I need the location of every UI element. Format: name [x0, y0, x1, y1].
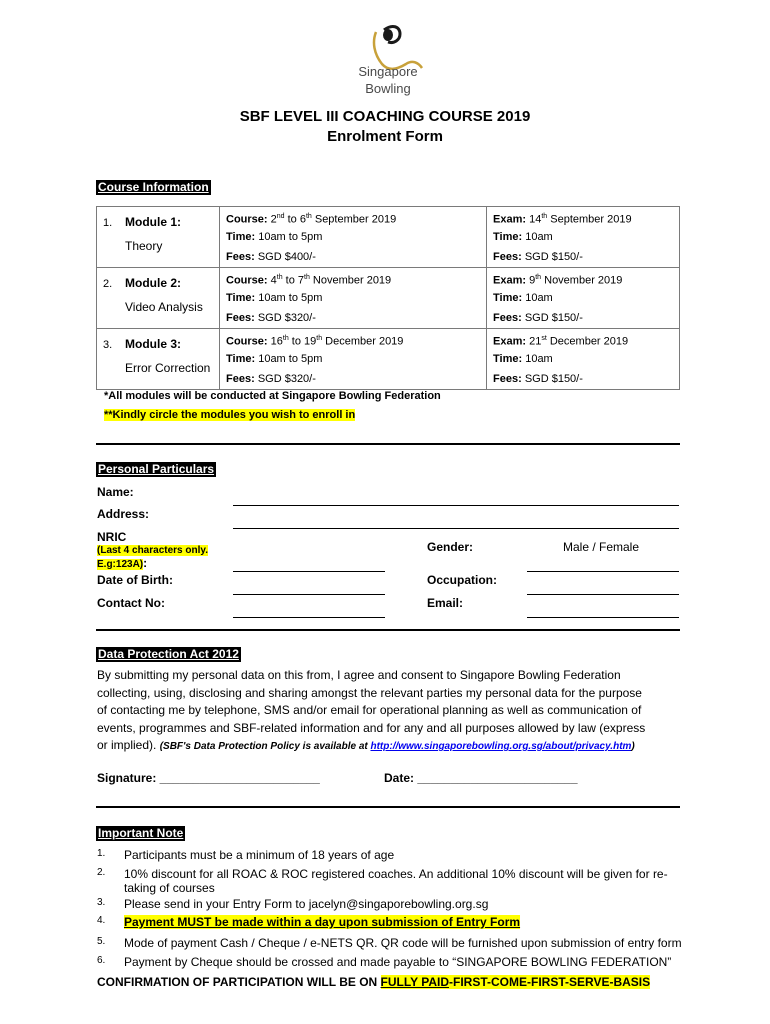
address-label: Address:	[97, 507, 150, 521]
exam-fees: Fees: SGD $150/-	[493, 312, 583, 324]
module-number: 3.	[103, 339, 113, 351]
policy-text: (SBF's Data Protection Policy is available at	[159, 741, 371, 752]
occupation-label: Occupation:	[427, 573, 498, 587]
venue-note: *All modules will be conducted at Singapore Bowling Federation	[104, 390, 441, 402]
exam-details-cell	[487, 268, 680, 329]
gender-options[interactable]: Male / Female	[563, 540, 640, 554]
confirmation-statement	[97, 975, 650, 989]
date-field[interactable]: Date: ________________________	[384, 771, 578, 785]
course-dates: Course: 2nd to 6th September 2019	[226, 213, 397, 226]
name-field[interactable]	[233, 505, 679, 506]
consent-line: or implied). (SBF's Data Protection Policy is available at http://www.singaporebowling.org.sg/about/privacy.htm)	[97, 738, 635, 752]
exam-time: Time: 10am	[493, 231, 553, 243]
sbf-logo	[336, 24, 436, 100]
section-divider	[96, 806, 680, 808]
dob-field[interactable]	[233, 594, 385, 595]
consent-line: collecting, using, disclosing and sharing amongst the relevant parties my personal data for the purpose	[97, 685, 642, 700]
module-row-3	[97, 329, 680, 390]
course-time: Time: 10am to 5pm	[226, 353, 323, 365]
circle-modules-note: **Kindly circle the modules you wish to enroll in	[104, 409, 356, 421]
address-field[interactable]	[233, 528, 679, 529]
logo-text-line2: Bowling	[365, 81, 411, 96]
course-fees: Fees: SGD $320/-	[226, 312, 316, 324]
signature-field[interactable]: Signature: ________________________	[97, 771, 320, 785]
course-table	[96, 206, 680, 390]
module-name: Module 2:	[125, 276, 181, 290]
course-dates: Course: 4th to 7th November 2019	[226, 274, 392, 287]
nric-colon: :	[143, 556, 148, 570]
exam-details-cell	[487, 329, 680, 390]
exam-date: Exam: 14th September 2019	[493, 213, 632, 226]
module-number: 1.	[103, 217, 113, 229]
nric-field[interactable]	[233, 571, 385, 572]
first-come-basis-highlight: -FIRST-COME-FIRST-SERVE-BASIS	[449, 975, 651, 989]
section-divider	[96, 443, 680, 445]
exam-fees: Fees: SGD $150/-	[493, 373, 583, 385]
course-time: Time: 10am to 5pm	[226, 231, 323, 243]
name-label: Name:	[97, 485, 134, 499]
module-cell	[97, 268, 220, 329]
exam-details-cell	[487, 207, 680, 268]
contact-field[interactable]	[233, 617, 385, 618]
data-protection-heading: Data Protection Act 2012	[98, 647, 239, 661]
course-details-cell	[220, 329, 487, 390]
nric-hint	[97, 545, 208, 571]
page-title: SBF LEVEL III COACHING COURSE 2019	[239, 108, 531, 125]
exam-date: Exam: 21st December 2019	[493, 335, 629, 348]
gender-label: Gender:	[427, 540, 474, 554]
confirmation-text: CONFIRMATION OF PARTICIPATION WILL BE ON	[97, 975, 381, 989]
module-subtitle: Video Analysis	[125, 300, 203, 314]
logo-text-line1: Singapore	[358, 64, 418, 79]
section-divider	[96, 629, 680, 631]
module-cell	[97, 329, 220, 390]
module-subtitle: Theory	[125, 239, 163, 253]
privacy-policy-link[interactable]: http://www.singaporebowling.org.sg/about/privacy.htm	[370, 741, 632, 752]
page-subtitle: Enrolment Form	[327, 128, 443, 145]
course-details-cell	[220, 268, 487, 329]
course-details-cell	[220, 207, 487, 268]
fully-paid-highlight: FULLY PAID	[380, 975, 450, 989]
course-time: Time: 10am to 5pm	[226, 292, 323, 304]
course-fees: Fees: SGD $320/-	[226, 373, 316, 385]
contact-label: Contact No:	[97, 596, 165, 610]
module-subtitle: Error Correction	[125, 361, 211, 375]
important-note-heading: Important Note	[98, 826, 184, 840]
important-note-list: 1. Participants must be a minimum of 18 years of age 2. 10% discount for all ROAC & ROC registered coaches. An additional 10% discount will be given for re- taking of courses 3. Please send in your Entry Form to jacelyn@singaporebowling.org.sg 4. Payment MUST be made within a day upon submission of Entry Form 5. Mode of payment Cash / Cheque / e-NETS QR. QR code will be furnished upon submission of entry form 6. Payment by Cheque should be crossed and made payable to “SINGAPORE BOWLING FEDERATION”	[97, 848, 682, 969]
consent-line: By submitting my personal data on this from, I agree and consent to Singapore Bowling Federation	[97, 668, 621, 682]
occupation-field[interactable]	[527, 594, 679, 595]
module-name: Module 3:	[125, 337, 181, 351]
course-info-heading: Course Information	[98, 180, 209, 194]
consent-paragraph	[97, 667, 697, 756]
nric-hint-line2: E.g:123A)	[97, 559, 144, 570]
module-number: 2.	[103, 278, 113, 290]
gender-field[interactable]	[527, 571, 679, 572]
email-label: Email:	[427, 596, 464, 610]
exam-date: Exam: 9th November 2019	[493, 274, 623, 287]
module-row-1	[97, 207, 680, 268]
consent-line: of contacting me by telephone, SMS and/or email for operational planning as well as communication of	[97, 703, 642, 717]
exam-time: Time: 10am	[493, 353, 553, 365]
nric-label: NRIC	[97, 530, 127, 544]
module-cell	[97, 207, 220, 268]
course-fees: Fees: SGD $400/-	[226, 251, 316, 263]
exam-fees: Fees: SGD $150/-	[493, 251, 583, 263]
module-row-2	[97, 268, 680, 329]
exam-time: Time: 10am	[493, 292, 553, 304]
dob-label: Date of Birth:	[97, 573, 173, 587]
consent-line: events, programmes and SBF-related information and for any and all purposes allowed by law (express	[97, 720, 646, 735]
personal-particulars-heading: Personal Particulars	[98, 462, 215, 476]
module-name: Module 1:	[125, 215, 181, 229]
email-field[interactable]	[527, 617, 679, 618]
course-dates: Course: 16th to 19th December 2019	[226, 335, 404, 348]
nric-hint-line1: (Last 4 characters only.	[97, 545, 208, 556]
